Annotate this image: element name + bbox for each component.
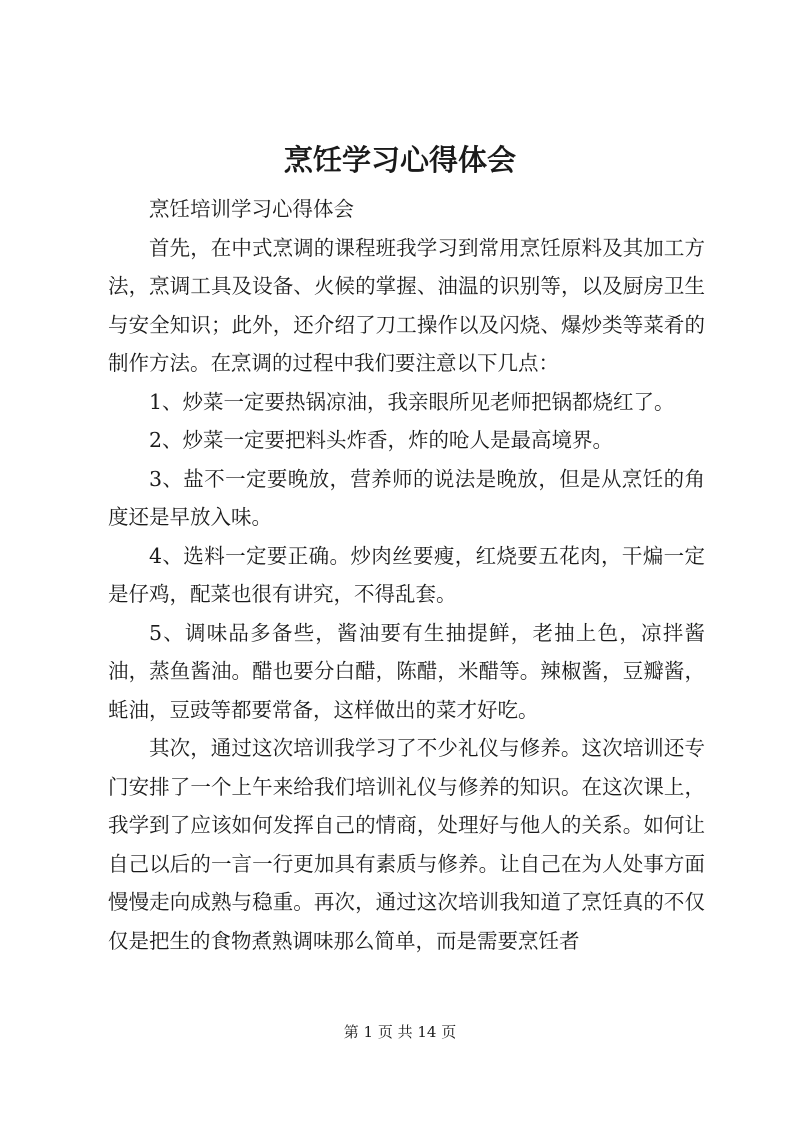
subtitle-paragraph: 烹饪培训学习心得体会 — [149, 197, 354, 221]
document-title: 烹饪学习心得体会 — [283, 143, 516, 177]
body-paragraph: 首先，在中式烹调的课程班我学习到常用烹饪原料及其加工方法，烹调工具及设备、火候的掌握、油温的识别等，以及厨房卫生与安全知识；此外，还介绍了刀工操作以及闪烧、爆炒类等菜肴的制作方法。在烹调的过程中我们要注意以下几点： — [108, 235, 705, 375]
list-item-paragraph: 2、炒菜一定要把料头炸香，炸的呛人是最高境界。 — [149, 428, 614, 452]
list-item-paragraph: 4、选料一定要正确。炒肉丝要瘦，红烧要五花肉，干煸一定是仔鸡，配菜也很有讲究，不得乱套。 — [108, 543, 705, 606]
list-item-paragraph: 3、盐不一定要晚放，营养师的说法是晚放，但是从烹饪的角度还是早放入味。 — [108, 466, 705, 529]
list-item-paragraph: 1、炒菜一定要热锅凉油，我亲眼所见老师把锅都烧红了。 — [149, 389, 675, 414]
body-paragraph: 其次，通过这次培训我学习了不少礼仪与修养。这次培训还专门安排了一个上午来给我们培训礼仪与修养的知识。在这次课上，我学到了应该如何发挥自己的情商，处理好与他人的关系。如何让自己以后的一言一行更加具有素质与修养。让自己在为人处事方面慢慢走向成熟与稳重。再次，通过这次培训我知道了烹饪真的不仅仅是把生的食物煮熟调味那么简单，而是需要烹饪者 — [108, 736, 705, 953]
page-number-footer: 第 1 页 共 14 页 — [343, 1023, 457, 1041]
list-item-paragraph: 5、调味品多备些，酱油要有生抽提鲜，老抽上色，凉拌酱油，蒸鱼酱油。醋也要分白醋，陈醋，米醋等。辣椒酱，豆瓣酱，蚝油，豆豉等都要常备，这样做出的菜才好吃。 — [108, 620, 705, 722]
document-body — [108, 190, 705, 960]
